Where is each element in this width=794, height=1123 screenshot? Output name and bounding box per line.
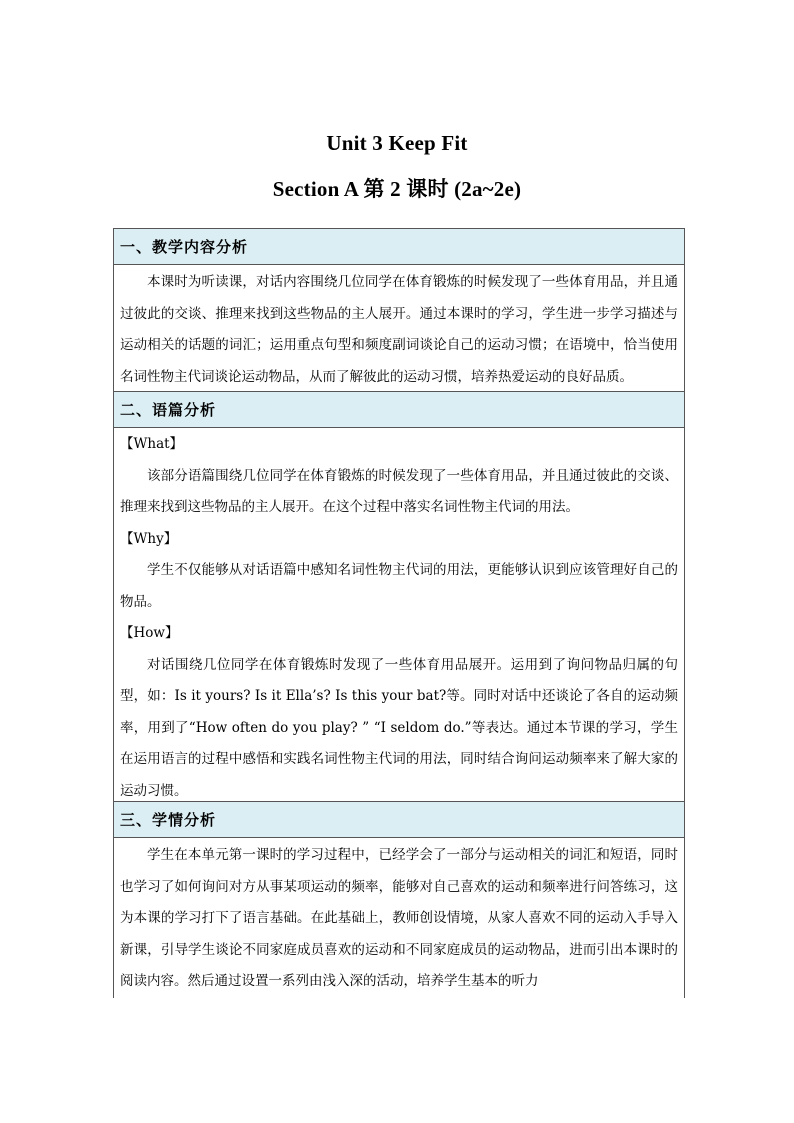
section-body-text-analysis [114, 428, 684, 802]
tag-what: 【What】 [120, 436, 184, 452]
section-body-student-analysis [114, 838, 684, 998]
section-heading-content-analysis: 一、教学内容分析 [114, 229, 684, 265]
paragraph: 学生在本单元第一课时的学习过程中，已经学会了一部分与运动相关的词汇和短语，同时也学习了如何询问对方从事某项运动的频率，能够对自己喜欢的运动和频率进行问答练习，这为本课的学习打下了语言基础。在此基础上，教师创设情境，从家人喜欢不同的运动入手导入新课，引导学生谈论不同家庭成员喜欢的运动和不同家庭成员的运动物品，进而引出本课时的阅读内容。然后通过设置一系列由浅入深的活动，培养学生基本的听力 [120, 847, 678, 989]
section-heading-student-analysis: 三、学情分析 [114, 802, 684, 838]
paragraph: 本课时为听读课，对话内容围绕几位同学在体育锻炼的时候发现了一些体育用品，并且通过彼此的交谈、推理来找到这些物品的主人展开。通过本课时的学习，学生进一步学习描述与运动相关的话题的词汇；运用重点句型和频度副词谈论自己的运动习惯；在语境中，恰当使用名词性物主代词谈论运动物品，从而了解彼此的运动习惯，培养热爱运动的良好品质。 [120, 274, 678, 385]
paragraph-what: 该部分语篇围绕几位同学在体育锻炼的时候发现了一些体育用品，并且通过彼此的交谈、推理来找到这些物品的主人展开。在这个过程中落实名词性物主代词的用法。 [120, 467, 678, 515]
page-subtitle: Section A 第 2 课时 (2a~2e) [272, 177, 522, 201]
tag-how: 【How】 [120, 625, 179, 641]
paragraph-why: 学生不仅能够从对话语篇中感知名词性物主代词的用法，更能够认识到应该管理好自己的物品。 [120, 562, 678, 610]
section-body-content-analysis [114, 265, 684, 392]
paragraph-how: 对话围绕几位同学在体育锻炼时发现了一些体育用品展开。运用到了询问物品归属的句型，如：Is it yours? Is it Ella’s? Is this your bat?等。同时对话中还谈论了各自的运动频率，用到了“How often do you play? ” “I seldom do.”等表达。通过本节课的学习，学生在运用语言的过程中感悟和实践名词性物主代词的用法，同时结合询问运动频率来了解大家的运动习惯。 [120, 656, 678, 799]
section-heading-text-analysis: 二、语篇分析 [114, 392, 684, 428]
tag-why: 【Why】 [120, 530, 178, 547]
lesson-plan-table [113, 228, 685, 998]
page-title: Unit 3 Keep Fit [326, 131, 468, 155]
